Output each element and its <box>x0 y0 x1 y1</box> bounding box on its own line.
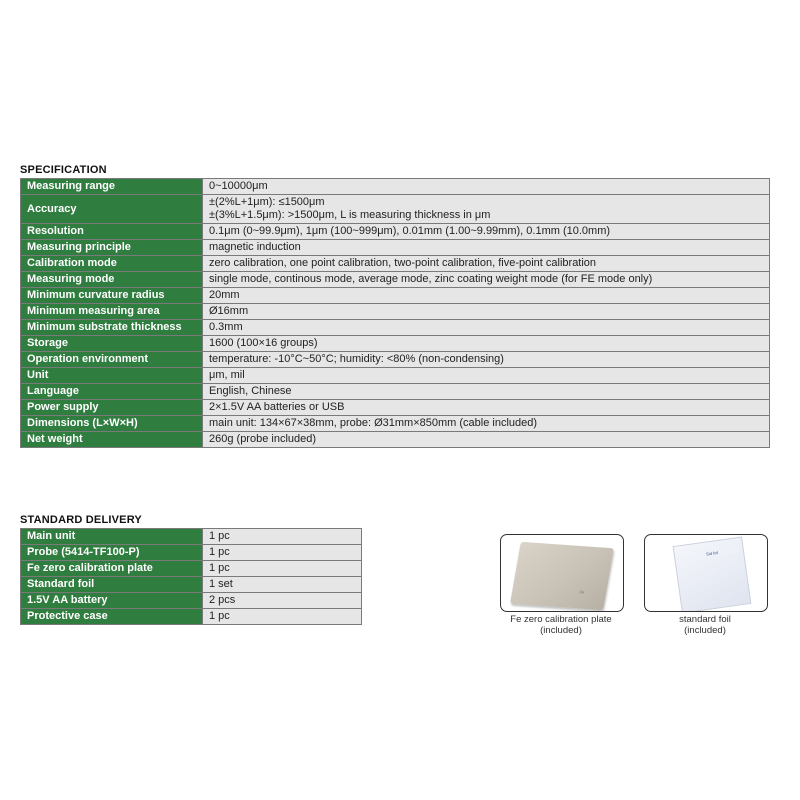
spec-value <box>203 400 770 416</box>
caption-line: (included) <box>684 625 726 636</box>
spec-row <box>21 240 770 256</box>
spec-value <box>203 256 770 272</box>
spec-value <box>203 224 770 240</box>
spec-value-line: ±(2%L+1μm): ≤1500μm <box>209 196 325 208</box>
spec-value <box>203 195 770 224</box>
spec-row <box>21 384 770 400</box>
spec-value-line: single mode, continous mode, average mode, zinc coating weight mode (for FE mode only) <box>209 273 653 285</box>
spec-row <box>21 432 770 448</box>
standard-foil-image: Std foil <box>673 536 752 612</box>
standard-foil-photo <box>644 534 768 612</box>
spec-value-line: 260g (probe included) <box>209 433 317 445</box>
delivery-quantity: 1 pc <box>203 561 362 577</box>
spec-label: Minimum measuring area <box>21 304 203 320</box>
spec-label: Unit <box>21 368 203 384</box>
spec-row <box>21 224 770 240</box>
spec-label: Dimensions (L×W×H) <box>21 416 203 432</box>
spec-value <box>203 240 770 256</box>
standard-foil-caption <box>642 614 768 636</box>
spec-value-line: ±(3%L+1.5μm): >1500μm, L is measuring thickness in μm <box>209 209 491 221</box>
delivery-row <box>21 577 362 593</box>
delivery-item: Protective case <box>21 609 203 625</box>
spec-row <box>21 288 770 304</box>
spec-row <box>21 256 770 272</box>
spec-value-line: temperature: -10°C~50°C; humidity: <80% (non-condensing) <box>209 353 504 365</box>
spec-value-line: 20mm <box>209 289 240 301</box>
spec-value <box>203 304 770 320</box>
delivery-quantity: 1 set <box>203 577 362 593</box>
spec-label: Measuring range <box>21 179 203 195</box>
spec-value-line: main unit: 134×67×38mm, probe: Ø31mm×850mm (cable included) <box>209 417 538 429</box>
spec-value-line: 1600 (100×16 groups) <box>209 337 318 349</box>
spec-value <box>203 272 770 288</box>
delivery-item: Probe (5414-TF100-P) <box>21 545 203 561</box>
delivery-item: Main unit <box>21 529 203 545</box>
spec-value <box>203 288 770 304</box>
spec-row <box>21 304 770 320</box>
spec-row <box>21 336 770 352</box>
delivery-row <box>21 609 362 625</box>
spec-value-line: magnetic induction <box>209 241 301 253</box>
delivery-quantity: 1 pc <box>203 529 362 545</box>
spec-value <box>203 416 770 432</box>
spec-label: Minimum curvature radius <box>21 288 203 304</box>
spec-label: Power supply <box>21 400 203 416</box>
spec-value <box>203 384 770 400</box>
spec-row <box>21 272 770 288</box>
delivery-item: Standard foil <box>21 577 203 593</box>
spec-value <box>203 368 770 384</box>
spec-value <box>203 320 770 336</box>
delivery-item: 1.5V AA battery <box>21 593 203 609</box>
spec-label: Measuring mode <box>21 272 203 288</box>
delivery-row <box>21 545 362 561</box>
delivery-row <box>21 593 362 609</box>
spec-row <box>21 320 770 336</box>
delivery-quantity: 1 pc <box>203 609 362 625</box>
caption-line: (included) <box>540 625 582 636</box>
delivery-section-title: STANDARD DELIVERY <box>20 514 142 526</box>
spec-label: Operation environment <box>21 352 203 368</box>
spec-value <box>203 179 770 195</box>
delivery-row <box>21 561 362 577</box>
calibration-plate-image: Fe <box>510 542 614 610</box>
spec-value-line: 2×1.5V AA batteries or USB <box>209 401 345 413</box>
specification-table <box>20 178 770 448</box>
caption-line: standard foil <box>679 614 731 625</box>
spec-row <box>21 400 770 416</box>
spec-row <box>21 195 770 224</box>
spec-label: Net weight <box>21 432 203 448</box>
caption-line: Fe zero calibration plate <box>510 614 612 625</box>
standard-delivery-table <box>20 528 362 625</box>
spec-label: Resolution <box>21 224 203 240</box>
spec-label: Accuracy <box>21 195 203 224</box>
spec-row <box>21 352 770 368</box>
spec-value <box>203 336 770 352</box>
spec-value-line: μm, mil <box>209 369 245 381</box>
spec-value-line: 0.3mm <box>209 321 243 333</box>
spec-value-line: zero calibration, one point calibration, two-point calibration, five-point calibration <box>209 257 597 269</box>
delivery-quantity: 1 pc <box>203 545 362 561</box>
fe-calibration-plate-caption <box>498 614 624 636</box>
spec-value-line: English, Chinese <box>209 385 292 397</box>
delivery-quantity: 2 pcs <box>203 593 362 609</box>
spec-value <box>203 432 770 448</box>
spec-value <box>203 352 770 368</box>
delivery-row <box>21 529 362 545</box>
spec-section-title: SPECIFICATION <box>20 164 107 176</box>
spec-label: Language <box>21 384 203 400</box>
spec-label: Measuring principle <box>21 240 203 256</box>
spec-label: Minimum substrate thickness <box>21 320 203 336</box>
spec-value-line: 0.1μm (0~99.9μm), 1μm (100~999μm), 0.01mm (1.00~9.99mm), 0.1mm (10.0mm) <box>209 225 611 237</box>
spec-value-line: Ø16mm <box>209 305 249 317</box>
spec-label: Calibration mode <box>21 256 203 272</box>
delivery-item: Fe zero calibration plate <box>21 561 203 577</box>
spec-value-line: 0~10000μm <box>209 180 268 192</box>
fe-calibration-plate-photo <box>500 534 624 612</box>
spec-row <box>21 368 770 384</box>
spec-row <box>21 179 770 195</box>
spec-label: Storage <box>21 336 203 352</box>
spec-row <box>21 416 770 432</box>
